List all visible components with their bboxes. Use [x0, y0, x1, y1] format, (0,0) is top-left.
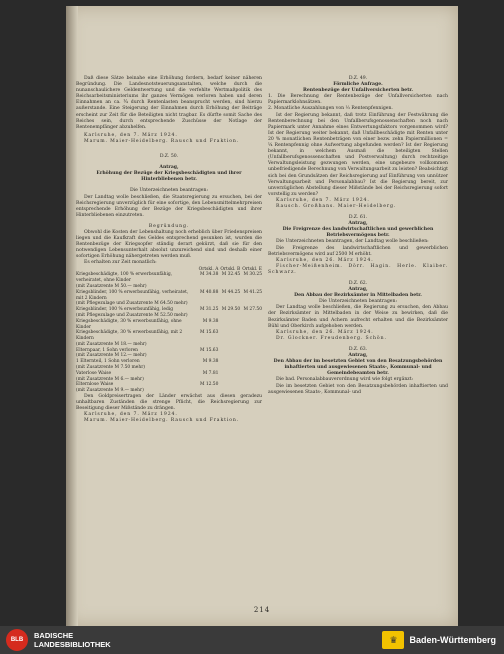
signature-place-49: Karlsruhe, den 7. März 1924. [276, 197, 370, 203]
reasoning-text: Obwohl die Kosten der Lebenshaltung noch erheblich über Friedenspreisen liegen und die Kaufkraft des Geldes entsprechend gesunken ist, wurden die Rentenbezüge der Kriegsopfer ständig derart gekürzt, daß sie für den notwendigen Lebensunterhalt absolut unzureichend sind und deshalb einer sofortigen Erhöhung nähergetreten werden muß. [76, 229, 262, 260]
table-row-label: Kriegsbeschädigte, 30 % erwerbsunfähig, mit 2 Kindern [76, 330, 183, 342]
table-cell: M 44.25 [221, 289, 241, 295]
doc-number-63: D.Z. 63. [348, 346, 368, 352]
blb-name-line1: BADISCHE [34, 631, 74, 640]
table-cell [218, 319, 240, 331]
text-63b: Die im besetzten Gebiet von den Besatzungsbehörden inhaftierten und ausgewiesenen Staats-, Kommunal- und [268, 383, 448, 395]
signature-names-2: Marum. Maier-Heidelberg. Rausch und Fraktion. [84, 418, 240, 424]
text-49: Ist der Regierung bekannt, daß trotz Einführung der Festwährung die Rentenberechnung bei den Unfallberufsgenossenschaften noch nach Papiermark unter Annahme eines Entwertungsfaktors vorgenommen wird? Ist der Regierung weiter bekannt, daß Unfallbeschädigte mit Renten unter 20 % monatlichen Rentenbeträgen von einer bezw. zehn Papiermillionen = ¼ Rentenpfennig ohne Aufwertung abgefunden werden? Ist der Regierung bekannt, in welchem Ausmaß die beteiligten Stellen (Unfallberufsgenossenschaften und Postverwaltung) durch rechtzeitige Verwaltungsleistung gezwungen werden, eine ungebeure vollkommen unbefriedigende Berechnung von Verwaltungsarbeit zu leisten? Beabsichtigt sich bei den Grundsätzen der Reichsregierung auf Einführung von unnützer Verwaltungsarbeit und Personalabbau? Ist die Regierung bereit, zur unverzüglichen Abstellung dieser Mißstände bei der Reichsregierung sofort vorstellig zu werden? [268, 112, 448, 197]
table-row-label: 1 Elternteil, 1 Sohn verloren [76, 359, 140, 365]
doc-title-63: Den Abbau der im besetzten Gebiet von den Besatzungsbehörden inhaftierten und ausgewiesenen Staats-, Kommunal- und Gemeindebeamten betr. [273, 359, 443, 377]
table-cell: M 32.45 [221, 272, 241, 278]
table-row-label: (mit Zusatzrente M 6.— mehr) [76, 376, 144, 382]
table-cell [240, 330, 262, 342]
table-cell: M 9.38 [202, 318, 219, 324]
table-row-label: Elternpaar, 1 Sohn verloren [76, 347, 138, 353]
doc-type-62: Antrag, [348, 287, 368, 293]
table-row-label: (mit Pflegezulage und Zusatzrente M 52.50 mehr) [76, 312, 188, 318]
signature-place-62: Karlsruhe, den 26. März 1924. [276, 329, 374, 335]
doc-number-49: D.Z. 49. [348, 76, 368, 81]
table-cell: M 15.63 [199, 330, 219, 336]
signature-names-61: Fischer-Meißenheim. Dörr. Hagin. Herle. Klaiber. Schwarz. [268, 263, 448, 275]
right-column [268, 76, 448, 396]
doc-title-61: Die Freigrenze des landwirtschaftlichen und gewerblichen Betriebsvermögens betr. [282, 227, 434, 239]
blb-logo-icon[interactable]: BLB [6, 629, 28, 651]
left-column [76, 76, 262, 425]
table-row [76, 330, 262, 342]
table-row [76, 272, 262, 284]
doc-title-49: Rentenbezüge der Unfallversicherten betr. [303, 88, 413, 94]
table-row-label: (mit Pflegezulage und Zusatzrente M 64.50 mehr) [76, 301, 188, 307]
signature-place-61: Karlsruhe, den 26. März 1924. [276, 257, 374, 263]
bw-crest-icon: ♛ [382, 631, 404, 649]
doc-number-50: D.Z. 50. [159, 154, 179, 160]
signature-names-49: Rausch. Großhans. Maier-Heidelberg. [276, 203, 397, 209]
intro-paragraph: Daß diese Sätze beinahe eine Erhöhung fordern, bedarf keiner näheren Begründung. Die Landesnotsteuerungsanstalten, welche durch die nunanschaulichere Geldentwertung und die verfehlte Wertmaßpolitik des Reichsarbeitsministeriums ihr ganzes Vermögen verloren haben und deren Einnahmen an ca. ¾ durch Rentenlasten beansprucht werden, sind hierzu außerstande. Eine Steigerung der Einnahmen durch Erhöhung der Beiträge erscheint zur Zeit für die Beteiligten nicht tragbar. Es dürfte somit Sache des Reiches sein, durch entsprechende Zuschüsse der Notlage der Rentenempfänger abzuhelfen. [76, 76, 262, 130]
bw-name: Baden-Württemberg [409, 635, 496, 645]
table-header: Ortskl. A [198, 266, 219, 272]
table-intro: Es erhalten zur Zeit monatlich: [84, 260, 157, 266]
table-row-label: Vaterlose Waise [76, 370, 112, 376]
table-cell: M 15.63 [199, 347, 219, 353]
reasoning-title: Begründung. [148, 223, 190, 229]
list-item: 2. Monatliche Auszahlungen von ⅓ Rentenpfennigen. [268, 106, 393, 112]
table-row-label: (mit Zusatzrente M 7.50 mehr) [76, 365, 146, 371]
table-cell: M 27.50 [243, 307, 262, 313]
doc-type-63: Antrag, [348, 353, 368, 359]
table-row-label: Kriegsbeschädigte, 100 % erwerbsunfähig, verheiratet, ohne Kinder [76, 272, 173, 284]
table-row [76, 319, 262, 331]
table-header: Ortskl. B [220, 266, 241, 272]
table-cell: M 9.38 [202, 359, 219, 365]
table-row-label: (mit Zusatzrente M 18.— mehr) [76, 341, 147, 347]
signature-names: Marum. Maier-Heidelberg. Rausch und Fraktion. [84, 138, 240, 144]
text-63a: Die bad. Personalabbauverordnung wird wie folgt ergänzt: [276, 377, 414, 383]
table-row-label: Elternlose Waise [76, 382, 114, 388]
table-cell: M 29.50 [221, 307, 241, 313]
table-cell: M 31.25 [199, 307, 219, 313]
table-cell [240, 319, 262, 331]
doc-title-62: Den Abbau der Bezirksämter in Mittelbaden betr. [294, 293, 422, 299]
table-cell: M 12.50 [199, 382, 219, 388]
table-row-label: (mit Zusatzrente M 12.— mehr) [76, 353, 147, 359]
doc-type-49: Förmliche Anfrage. [333, 82, 383, 88]
proposal-50: Der Landtag wolle beschließen, die Staatsregierung zu ersuchen, bei der Reichsregierung unverzüglich für eine sofortige, den Lebensmittelmehrpreisen entsprechende Erhöhung der Bezüge der Kriegsbeschädigten und ihrer Hinterbliebenen einzutreten. [76, 194, 262, 218]
undersigned-61: Die Unterzeichneten beantragen, der Landtag wolle beschließen: [276, 239, 429, 245]
blb-name[interactable] [34, 631, 111, 649]
signature-place-2: Karlsruhe, den 7. März 1924. [84, 412, 178, 418]
blb-name-line2: LANDESBIBLIOTHEK [34, 640, 111, 649]
table-cell: M 7.81 [202, 370, 219, 376]
table-row [76, 290, 262, 302]
document-page [66, 6, 458, 626]
table-row-label: (mit Zusatzrente M 9.— mehr) [76, 388, 144, 394]
table-row-label: Kriegsblinder, 100 % erwerbsunfähig, verheiratet, mit 2 Kindern [76, 289, 189, 301]
page-number: 214 [253, 606, 271, 614]
undersigned-62: Die Unterzeichneten beantragen: [318, 299, 398, 305]
table-cell: M 30.25 [243, 272, 262, 278]
table-header: Ortskl. E [242, 266, 262, 272]
table-row-label: Kriegsbeschädigte, 30 % erwerbsunfähig, ohne Kinder [76, 318, 182, 330]
closing-paragraph: Den Goldpreisertragen der Länder erwächst aus diesen geradezu unhaltbaren Zuständen die strenge Pflicht, die Reichsregierung zur Beseitigung dieser Mißstände zu drängen. [76, 394, 262, 412]
footer-bar [0, 626, 504, 654]
doc-number-62: D.Z. 62. [348, 281, 368, 286]
pension-table [76, 267, 262, 395]
doc-type-50: Antrag, [159, 165, 179, 171]
table-row-label: (mit Zusatzrente M 50.— mehr) [76, 283, 147, 289]
table-cell [218, 330, 240, 342]
signature-place: Karlsruhe, den 7. März 1924. [84, 132, 178, 138]
table-cell: M 34.38 [199, 272, 219, 278]
text-62: Der Landtag wolle beschließen, die Regierung zu ersuchen, den Abbau der Bezirksämter in Mittelbaden in der Weise zu bewirken, daß die Bezirksämter Baden und Achern aufrecht erhalten und die Bezirksämter Bühl und Oberkirch aufgehoben werden. [268, 305, 448, 329]
signature-names-62: Dr. Glockner. Freudenberg. Schön. [276, 335, 387, 341]
bw-logo[interactable] [382, 631, 496, 649]
doc-type-61: Antrag, [348, 221, 368, 227]
doc-number-61: D.Z. 61. [348, 215, 368, 221]
list-item: 1. Die Berechnung der Rentenbezüge der Unfallversicherten nach Papiermarklohnsätzen. [268, 94, 448, 106]
doc-title-50: Erhöhung der Bezüge der Kriegsbeschädigten und ihrer Hinterbliebenen betr. [96, 171, 242, 183]
table-cell: M 41.25 [243, 289, 262, 295]
text-61: Die Freigrenze des landwirtschaftlichen und gewerblichen Betriebsvermögens wird auf 2500 M erhöht. [268, 245, 448, 257]
table-cell: M 40.88 [199, 289, 219, 295]
table-row-label: Kriegsblinder, 100 % erwerbsunfähig, ledig [76, 307, 174, 313]
undersigned-50: Die Unterzeichneten beantragen: [129, 188, 209, 194]
